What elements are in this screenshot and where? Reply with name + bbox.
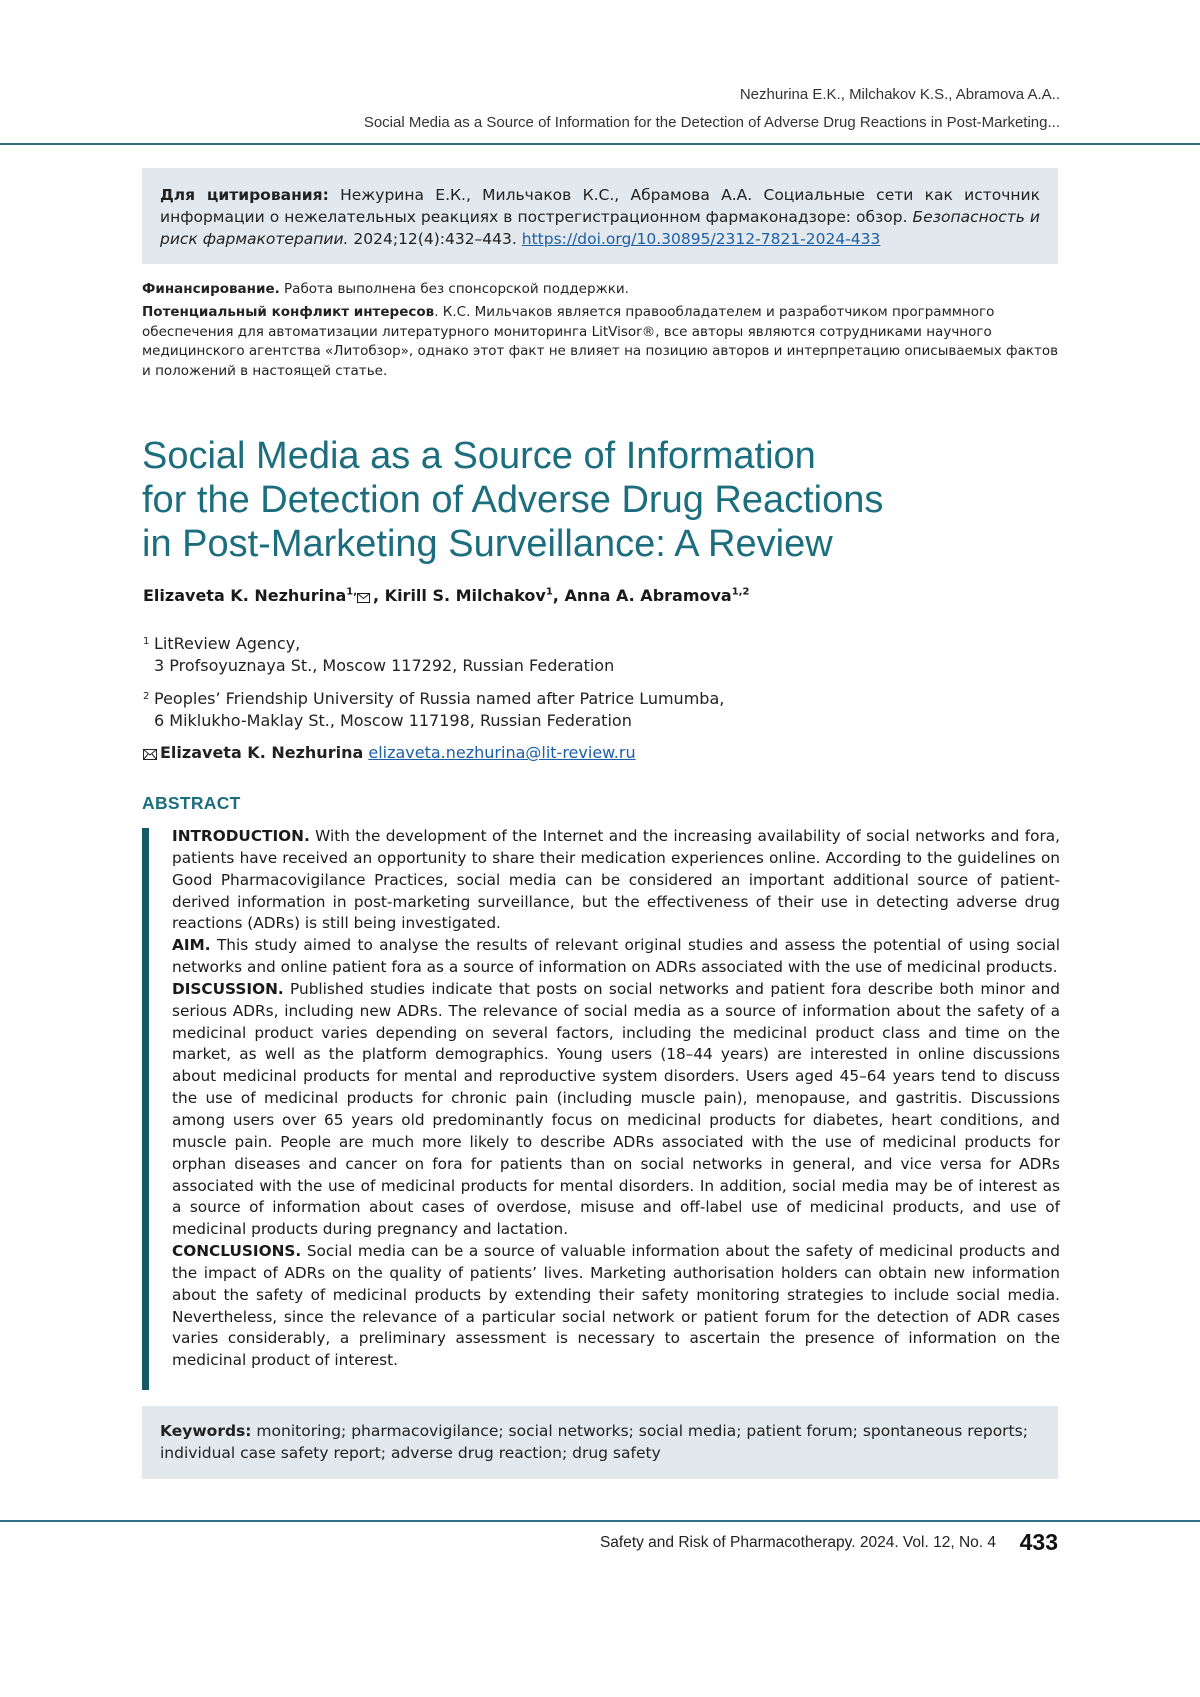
keywords-text: monitoring; pharmacovigilance; social networks; social media; patient forum; spontaneous reports; individual case safety report; adverse drug reaction; drug safety (160, 1422, 1028, 1462)
citation-journal: Безопасность и риск фармакотерапии. (160, 208, 1040, 248)
corresponding-email-link[interactable]: elizaveta.nezhurina@lit-review.ru (368, 743, 636, 762)
section-text: With the development of the Internet and the increasing availability of social networks and fora, patients have received an opportunity to share their medication experiences online. According to the guidelines on Good Pharmacovigilance Practices, social media can be considered an important additional source of patient-derived information in post-marketing surveillance, but the effectiveness of their use in detecting adverse drug reactions (ADRs) is still being investigated. (172, 827, 1060, 933)
section-label: DISCUSSION. (172, 979, 284, 998)
abstract-introduction (172, 826, 1060, 935)
affiliation-line: 3 Profsoyuznaya St., Moscow 117292, Russian Federation (154, 656, 615, 675)
citation-text: Нежурина Е.К., Мильчаков К.С., Абрамова А.А. Социальные сети как источник информации о нежелательных реакциях в пострегистрационном фармаконадзоре: обзор. (160, 186, 1040, 226)
envelope-icon (357, 588, 370, 607)
article-title-line: in Post-Marketing Surveillance: A Review (142, 523, 833, 565)
conflict-note (142, 303, 1062, 381)
citation-box (142, 168, 1058, 264)
article-title (142, 434, 1042, 566)
affiliation-line: Peoples’ Friendship University of Russia named after Patrice Lumumba, (154, 689, 725, 708)
section-label: INTRODUCTION. (172, 827, 310, 845)
section-label: AIM. (172, 936, 211, 955)
affiliation-item (143, 688, 843, 732)
abstract-heading: ABSTRACT (142, 793, 241, 813)
citation-doi-link[interactable]: https://doi.org/10.30895/2312-7821-2024-433 (521, 230, 881, 248)
abstract-body (172, 826, 1060, 1372)
footer-divider (0, 1520, 1200, 1522)
conflict-text: . К.С. Мильчаков является правообладателем и разработчиком программного обеспечения для автоматизации литературного мониторинга LitVisor®, все авторы являются сотрудниками научного медицинского агентства «Литобзор», однако этот факт не влияет на позицию авторов и интерпретацию описываемых фактов и положений в настоящей статье. (142, 304, 1059, 379)
funding-text: Работа выполнена без спонсорской поддержки. (279, 281, 629, 297)
citation-label: Для цитирования: (160, 186, 329, 204)
header-divider (0, 143, 1200, 145)
funding-note (142, 280, 1062, 299)
keywords-box (142, 1406, 1058, 1479)
corresponding-author-name: Elizaveta K. Nezhurina (160, 743, 364, 762)
affiliation-line: 6 Miklukho-Maklay St., Moscow 117198, Russian Federation (154, 711, 632, 730)
affiliation-item (143, 633, 843, 677)
section-text: This study aimed to analyse the results of relevant original studies and assess the potential of using social networks and online patient fora as a source of information on ADRs associated with the use of medicinal products. (172, 936, 1060, 977)
section-text: Published studies indicate that posts on social networks and patient fora describe both minor and serious ADRs, including new ADRs. The relevance of social media as a source of information about the safety of a medicinal product varies depending on several factors, including the medicinal product class and time on the market, as well as the platform demographics. Young users (18–44 years) are interested in online discussions about medicinal products for mental and reproductive system disorders. Users aged 45–64 years tend to discuss the use of medicinal products for chronic pain (including muscle pain), menopause, and gastritis. Discussions among users over 65 years old predominantly focus on medicinal products for diabetes, heart conditions, and muscle pain. People are much more likely to describe ADRs associated with the use of medicinal products for orphan diseases and cancer on fora for patients than on social networks in general, and vice versa for ADRs associated with the use of medicinal products for mental disorders. In addition, social media may be of interest as a source of information about cases of overdose, misuse and off-label use of medicinal products, and use of medicinal products during pregnancy and lactation. (172, 979, 1060, 1239)
author-affiliation-marker: 1,2 (731, 586, 750, 598)
author-name: , Anna A. Abramova (552, 586, 732, 605)
article-title-line: for the Detection of Adverse Drug Reactions (142, 479, 884, 521)
author-affiliation-marker: 1 (545, 586, 553, 598)
running-head-title: Social Media as a Source of Information for the Detection of Adverse Drug Reactions in Post-Marketing... (363, 114, 1060, 131)
page-number: 433 (1019, 1529, 1058, 1555)
affiliation-line: LitReview Agency, (154, 634, 301, 653)
citation-details: 2024;12(4):432–443. (348, 230, 522, 248)
abstract-aim (172, 935, 1060, 979)
corresponding-author (143, 743, 636, 764)
abstract-side-bar (142, 828, 149, 1390)
author-list (143, 586, 749, 607)
abstract-discussion (172, 979, 1060, 1241)
author-name: Elizaveta K. Nezhurina (143, 586, 347, 605)
article-title-line: Social Media as a Source of Information (142, 435, 816, 477)
keywords-label: Keywords: (160, 1422, 252, 1440)
section-label: CONCLUSIONS. (172, 1242, 302, 1261)
author-name: , Kirill S. Milchakov (373, 586, 546, 605)
section-text: Social media can be a source of valuable information about the safety of medicinal products and the impact of ADRs on the quality of patients’ lives. Marketing authorisation holders can obtain new information about the safety of medicinal products by extending their safety monitoring strategies to include social media. Nevertheless, since the relevance of a particular social network or patient forum for the detection of ADR cases varies considerably, a preliminary assessment is necessary to ascertain the presence of information on the medicinal product of interest. (172, 1242, 1060, 1370)
abstract-conclusions (172, 1241, 1060, 1372)
funding-label: Финансирование. (142, 281, 280, 297)
footer-journal: Safety and Risk of Pharmacotherapy. 2024. Vol. 12, No. 4 (599, 1534, 996, 1551)
affiliation-number: 1 (143, 636, 150, 647)
envelope-icon (143, 745, 157, 764)
running-head-authors: Nezhurina E.K., Milchakov K.S., Abramova A.A.. (739, 86, 1060, 103)
author-affiliation-marker: 1, (346, 586, 358, 598)
conflict-label: Потенциальный конфликт интересов (142, 304, 435, 320)
affiliation-number: 2 (143, 691, 150, 702)
